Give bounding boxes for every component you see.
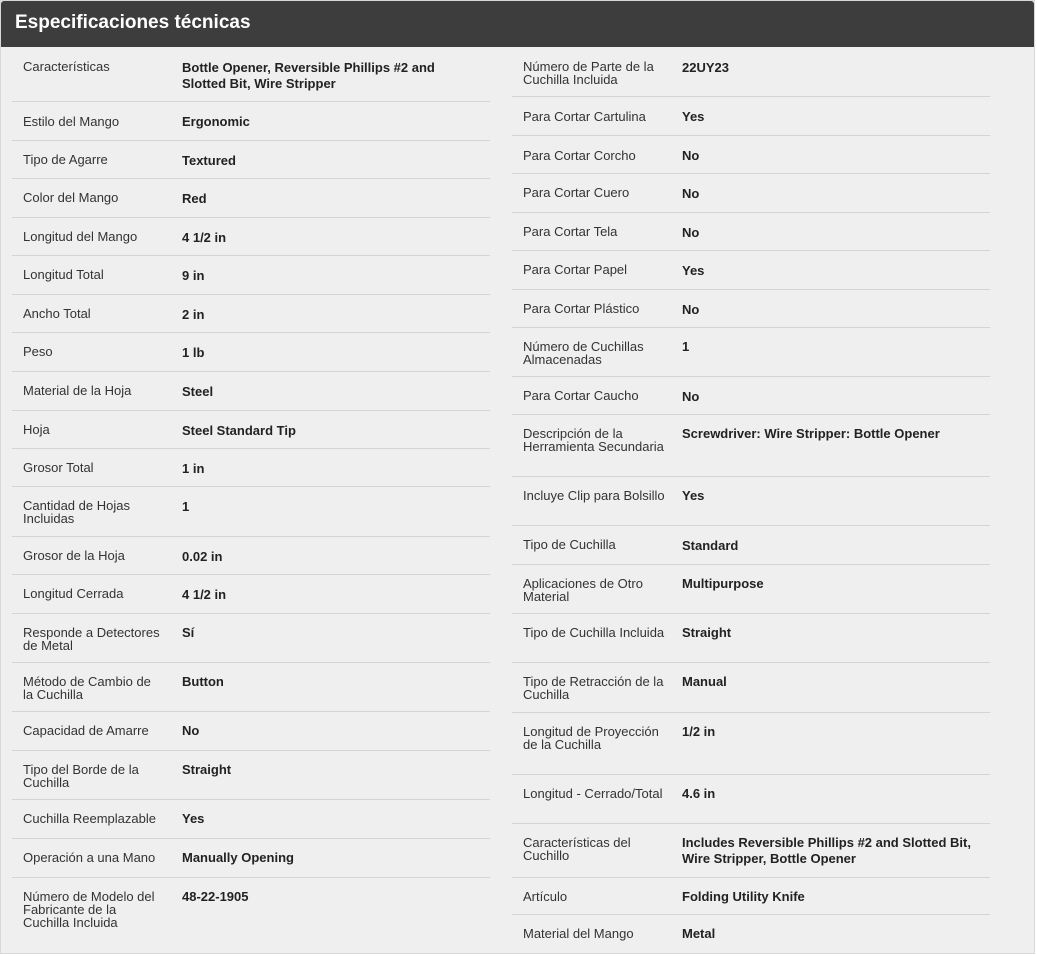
- spec-row-estilo-del-mango: [12, 102, 490, 141]
- spec-value: Straight: [682, 625, 732, 640]
- spec-label: Método de Cambio de la Cuchilla: [23, 674, 151, 702]
- spec-value: 4.6 in: [682, 786, 716, 801]
- spec-label: Artículo: [523, 889, 568, 904]
- spec-row-tipo-de-agarre: [12, 141, 490, 179]
- spec-row-ancho-total: [12, 295, 490, 333]
- spec-value: Steel Standard Tip: [182, 423, 296, 438]
- spec-label: Para Cortar Caucho: [523, 388, 639, 403]
- spec-value: No: [682, 186, 700, 201]
- spec-label: Longitud de Proyección de la Cuchilla: [523, 724, 659, 752]
- specs-title: Especificaciones técnicas: [15, 12, 251, 33]
- spec-row-grosor-de-la-hoja: [12, 537, 490, 575]
- spec-row-tipo-del-borde-de-la-cuchilla: [12, 751, 490, 800]
- spec-row-aplicaciones-de-otro-material: [512, 565, 990, 614]
- spec-row-para-cortar-cartulina: [512, 97, 990, 136]
- spec-value: Button: [182, 674, 224, 689]
- spec-value: 48-22-1905: [182, 889, 249, 904]
- spec-value: 4 1/2 in: [182, 230, 227, 245]
- specs-column-right: [512, 47, 990, 954]
- spec-label: Operación a una Mano: [23, 850, 156, 865]
- spec-label: Para Cortar Cartulina: [523, 109, 646, 124]
- spec-row-para-cortar-tela: [512, 213, 990, 251]
- spec-label: Tipo de Agarre: [23, 152, 108, 167]
- spec-value: No: [682, 225, 700, 240]
- spec-value: 9 in: [182, 268, 205, 283]
- spec-label: Peso: [23, 344, 53, 359]
- spec-value: Bottle Opener, Reversible Phillips #2 and Slotted Bit, Wire Stripper: [182, 60, 435, 91]
- spec-value: Red: [182, 191, 207, 206]
- specs-header: [1, 1, 1034, 47]
- spec-value: 22UY23: [682, 60, 729, 75]
- spec-row-incluye-clip-para-bolsillo: [512, 477, 990, 526]
- spec-row-hoja: [12, 411, 490, 449]
- spec-row-numero-de-cuchillas-almacenadas: [512, 328, 990, 377]
- spec-value: Yes: [682, 488, 705, 503]
- spec-value: Ergonomic: [182, 114, 250, 129]
- spec-label: Número de Modelo del Fabricante de la Cuchilla Incluida: [23, 889, 155, 930]
- spec-label: Longitud del Mango: [23, 229, 138, 244]
- spec-value: 1/2 in: [682, 724, 716, 739]
- spec-label: Número de Cuchillas Almacenadas: [523, 339, 644, 367]
- spec-value: 1: [182, 499, 190, 514]
- spec-value: 1: [682, 339, 690, 354]
- spec-row-caracteristicas-del-cuchillo: [512, 824, 990, 878]
- spec-label: Hoja: [23, 422, 50, 437]
- spec-label: Para Cortar Cuero: [523, 185, 630, 200]
- spec-label: Características: [23, 59, 110, 74]
- spec-label: Responde a Detectores de Metal: [23, 625, 160, 653]
- spec-value: Includes Reversible Phillips #2 and Slotted Bit, Wire Stripper, Bottle Opener: [682, 835, 971, 866]
- spec-row-metodo-de-cambio-de-la-cuchilla: [12, 663, 490, 712]
- spec-value: Standard: [682, 538, 739, 553]
- spec-label: Descripción de la Herramienta Secundaria: [523, 426, 664, 454]
- spec-value: No: [682, 302, 700, 317]
- spec-value: Multipurpose: [682, 576, 764, 591]
- spec-row-peso: [12, 333, 490, 372]
- spec-value: Folding Utility Knife: [682, 889, 805, 904]
- spec-label: Para Cortar Tela: [523, 224, 618, 239]
- spec-row-numero-de-modelo-del-fabricante-de-la-cuchilla-incluida: [12, 878, 490, 938]
- spec-label: Características del Cuchillo: [523, 835, 631, 863]
- spec-label: Estilo del Mango: [23, 114, 120, 129]
- spec-row-cuchilla-reemplazable: [12, 800, 490, 839]
- spec-label: Material del Mango: [523, 926, 634, 941]
- spec-row-para-cortar-caucho: [512, 377, 990, 415]
- specs-column-left: [12, 47, 490, 938]
- spec-value: Sí: [182, 625, 195, 640]
- spec-value: Manually Opening: [182, 850, 294, 865]
- spec-label: Capacidad de Amarre: [23, 723, 149, 738]
- spec-row-para-cortar-plastico: [512, 290, 990, 328]
- spec-value: Yes: [182, 811, 205, 826]
- spec-value: 0.02 in: [182, 549, 223, 564]
- spec-row-descripcion-de-la-herramienta-secundaria: [512, 415, 990, 477]
- spec-value: Straight: [182, 762, 232, 777]
- spec-row-tipo-de-cuchilla: [512, 526, 990, 565]
- spec-value: Steel: [182, 384, 214, 399]
- spec-row-longitud-de-proyeccion-de-la-cuchilla: [512, 713, 990, 775]
- spec-row-tipo-de-cuchilla-incluida: [512, 614, 990, 663]
- spec-value: No: [682, 148, 700, 163]
- spec-label: Para Cortar Papel: [523, 262, 628, 277]
- spec-value: Metal: [682, 926, 716, 941]
- spec-row-para-cortar-cuero: [512, 174, 990, 213]
- spec-row-responde-a-detectores-de-metal: [12, 614, 490, 663]
- spec-value: 4 1/2 in: [182, 587, 227, 602]
- spec-label: Color del Mango: [23, 190, 119, 205]
- spec-label: Tipo de Cuchilla: [523, 537, 616, 552]
- spec-value: No: [682, 389, 700, 404]
- spec-label: Grosor Total: [23, 460, 94, 475]
- spec-value: Textured: [182, 153, 236, 168]
- spec-label: Tipo de Cuchilla Incluida: [523, 625, 665, 640]
- spec-row-grosor-total: [12, 449, 490, 487]
- spec-label: Incluye Clip para Bolsillo: [523, 488, 665, 503]
- spec-value: Manual: [682, 674, 727, 689]
- spec-label: Tipo de Retracción de la Cuchilla: [523, 674, 664, 702]
- spec-label: Ancho Total: [23, 306, 91, 321]
- spec-value: 1 lb: [182, 345, 205, 360]
- spec-label: Longitud Cerrada: [23, 586, 124, 601]
- spec-row-caracteristicas: [12, 47, 490, 102]
- spec-label: Tipo del Borde de la Cuchilla: [23, 762, 139, 790]
- spec-value: 2 in: [182, 307, 205, 322]
- spec-row-longitud-cerrada: [12, 575, 490, 614]
- spec-row-cantidad-de-hojas-incluidas: [12, 487, 490, 537]
- spec-row-longitud-del-mango: [12, 218, 490, 256]
- spec-value: 1 in: [182, 461, 205, 476]
- spec-row-capacidad-de-amarre: [12, 712, 490, 751]
- spec-label: Para Cortar Corcho: [523, 148, 636, 163]
- spec-row-para-cortar-papel: [512, 251, 990, 290]
- spec-row-color-del-mango: [12, 179, 490, 218]
- spec-label: Cuchilla Reemplazable: [23, 811, 156, 826]
- spec-row-tipo-de-retraccion-de-la-cuchilla: [512, 663, 990, 713]
- spec-value: No: [182, 723, 200, 738]
- spec-value: Screwdriver: Wire Stripper: Bottle Opener: [682, 426, 940, 441]
- spec-label: Longitud Total: [23, 267, 104, 282]
- spec-row-para-cortar-corcho: [512, 136, 990, 174]
- spec-label: Número de Parte de la Cuchilla Incluida: [523, 59, 654, 87]
- spec-label: Para Cortar Plástico: [523, 301, 640, 316]
- spec-row-material-del-mango: [512, 915, 990, 954]
- spec-row-operacion-a-una-mano: [12, 839, 490, 878]
- spec-label: Cantidad de Hojas Incluidas: [23, 498, 130, 526]
- spec-label: Aplicaciones de Otro Material: [523, 576, 643, 604]
- spec-row-longitud-total: [12, 256, 490, 295]
- spec-value: Yes: [682, 109, 705, 124]
- spec-row-material-de-la-hoja: [12, 372, 490, 411]
- spec-label: Grosor de la Hoja: [23, 548, 125, 563]
- spec-row-articulo: [512, 878, 990, 915]
- spec-row-longitud-cerrado-total: [512, 775, 990, 824]
- spec-label: Material de la Hoja: [23, 383, 132, 398]
- spec-row-numero-de-parte-de-la-cuchilla-incluida: [512, 47, 990, 97]
- spec-value: Yes: [682, 263, 705, 278]
- spec-label: Longitud - Cerrado/Total: [523, 786, 663, 801]
